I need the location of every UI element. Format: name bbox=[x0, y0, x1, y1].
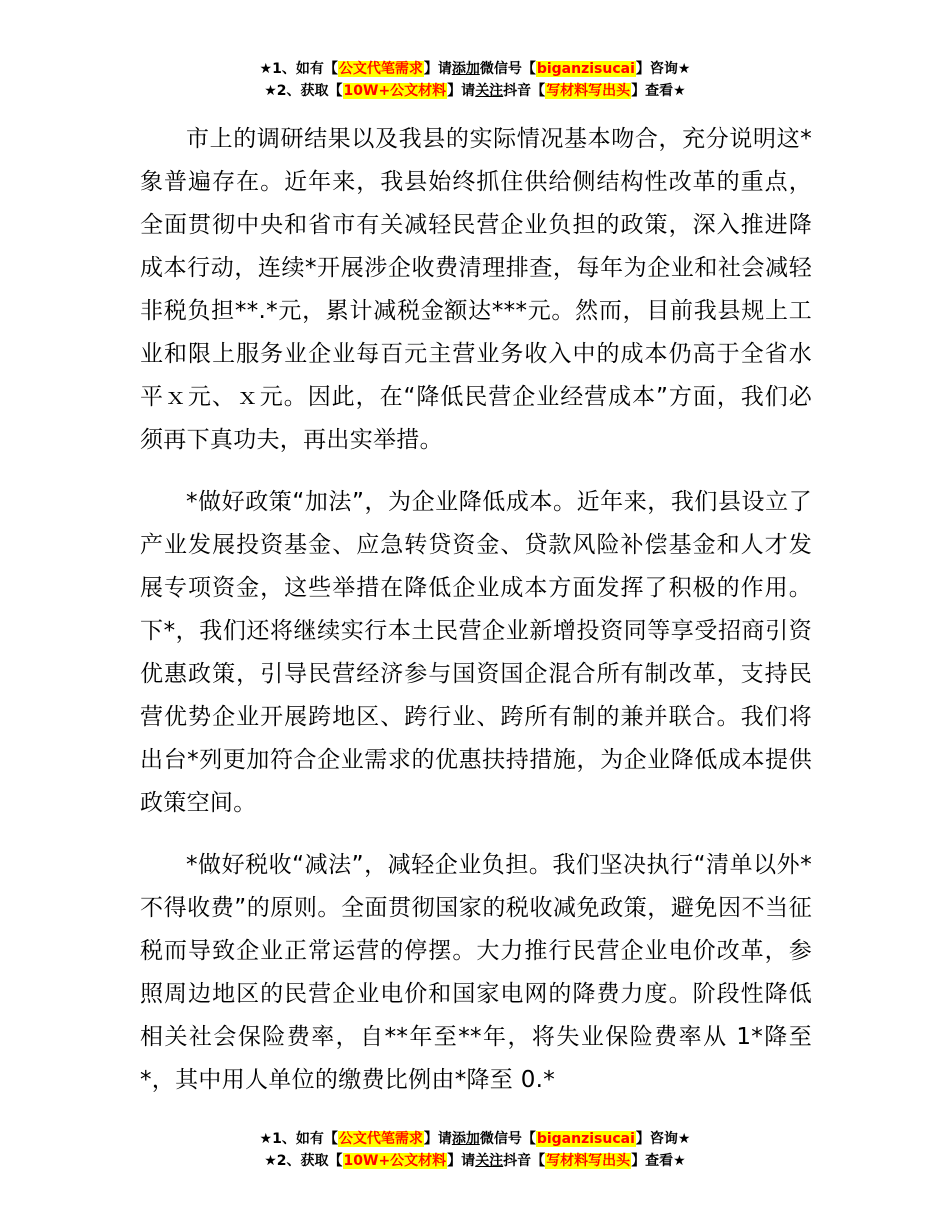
banner-text: ★1、如有【 bbox=[259, 61, 338, 77]
banner-text: 】请 bbox=[423, 61, 452, 77]
header-banner bbox=[0, 58, 950, 102]
banner-line-1 bbox=[0, 58, 950, 80]
banner-add-text: 添加 bbox=[451, 1131, 480, 1147]
banner-line-1 bbox=[0, 1128, 950, 1150]
banner-text: 】请 bbox=[447, 83, 476, 99]
banner-follow-text: 关注 bbox=[475, 1153, 504, 1169]
highlight-service: 公文代笔需求 bbox=[338, 61, 423, 77]
banner-line-2 bbox=[0, 1150, 950, 1172]
banner-text: 抖音【 bbox=[503, 1153, 546, 1169]
highlight-materials: 10W+公文材料 bbox=[343, 1153, 447, 1169]
paragraph-2: *做好政策“加法”，为企业降低成本。近年来，我们县设立了产业发展投资基金、应急转贷资金、贷款风险补偿基金和人才发展专项资金，这些举措在降低企业成本方面发挥了积极的作用。下*，我们还将继续实行本土民营企业新增投资同等享受招商引资优惠政策，引导民营经济参与国资国企混合所有制改革，支持民营优势企业开展跨地区、跨行业、跨所有制的兼并联合。我们将出台*列更加符合企业需求的优惠扶持措施，为企业降低成本提供政策空间。 bbox=[140, 489, 812, 816]
wechat-id: biganzisucai bbox=[536, 61, 635, 77]
wechat-id: biganzisucai bbox=[536, 1131, 635, 1147]
banner-text: 微信号【 bbox=[479, 1131, 536, 1147]
banner-text: 微信号【 bbox=[479, 61, 536, 77]
banner-text: 抖音【 bbox=[503, 83, 546, 99]
banner-text: ★2、获取【 bbox=[264, 83, 343, 99]
banner-text: 】查看★ bbox=[631, 1153, 686, 1169]
banner-line-2 bbox=[0, 80, 950, 102]
douyin-name: 写材料写出头 bbox=[546, 1153, 631, 1169]
douyin-name: 写材料写出头 bbox=[546, 83, 631, 99]
document-body bbox=[140, 118, 812, 1121]
banner-text: ★2、获取【 bbox=[264, 1153, 343, 1169]
banner-text: ★1、如有【 bbox=[259, 1131, 338, 1147]
highlight-materials: 10W+公文材料 bbox=[343, 83, 447, 99]
banner-text: 】请 bbox=[447, 1153, 476, 1169]
banner-text: 】咨询★ bbox=[635, 1131, 691, 1147]
banner-text: 】请 bbox=[423, 1131, 452, 1147]
paragraph-1: 市上的调研结果以及我县的实际情况基本吻合，充分说明这*象普遍存在。近年来，我县始终抓住供给侧结构性改革的重点，全面贯彻中央和省市有关减轻民营企业负担的政策，深入推进降成本行动，连续*开展涉企收费清理排查，每年为企业和社会减轻非税负担**.*元，累计减税金额达***元。然而，目前我县规上工业和限上服务业企业每百元主营业务收入中的成本仍高于全省水平ｘ元、ｘ元。因此，在“降低民营企业经营成本”方面，我们必须再下真功夫，再出实举措。 bbox=[140, 126, 812, 453]
banner-text: 】查看★ bbox=[631, 83, 686, 99]
banner-add-text: 添加 bbox=[451, 61, 480, 77]
highlight-service: 公文代笔需求 bbox=[338, 1131, 423, 1147]
banner-text: 】咨询★ bbox=[635, 61, 691, 77]
banner-follow-text: 关注 bbox=[475, 83, 504, 99]
footer-banner bbox=[0, 1128, 950, 1172]
paragraph-3: *做好税收“减法”，减轻企业负担。我们坚决执行“清单以外*不得收费”的原则。全面贯彻国家的税收减免政策，避免因不当征税而导致企业正常运营的停摆。大力推行民营企业电价改革，参照周边地区的民营企业电价和国家电网的降费力度。阶段性降低相关社会保险费率，自**年至**年，将失业保险费率从 1*降至*，其中用人单位的缴费比例由*降至 0.* bbox=[140, 852, 812, 1093]
